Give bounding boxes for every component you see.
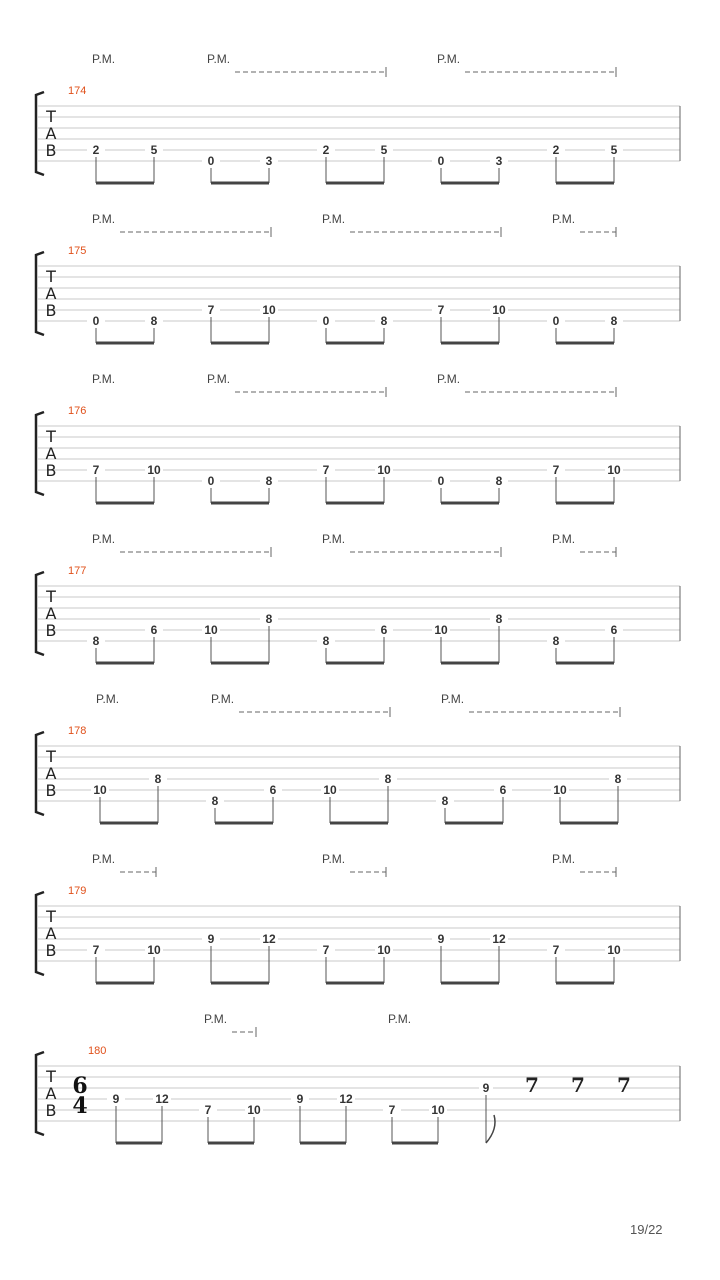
palm-mute-label: P.M.	[207, 372, 231, 386]
palm-mute-label: P.M.	[552, 212, 576, 226]
note-beam	[556, 982, 614, 985]
tab-clef-letter: T	[46, 1067, 56, 1086]
note-beam	[560, 822, 618, 825]
note-beam	[556, 182, 614, 185]
note-beam	[211, 662, 269, 665]
fret-number: 10	[492, 303, 506, 317]
tab-clef-letter: A	[45, 284, 57, 303]
fret-number: 8	[614, 772, 622, 786]
tab-clef-letter: A	[45, 124, 57, 143]
note-beam	[96, 182, 154, 185]
fret-number: 10	[431, 1103, 445, 1117]
note-beam	[441, 342, 499, 345]
fret-number: 7	[92, 943, 100, 957]
palm-mute-label: P.M.	[92, 372, 116, 386]
fret-number: 10	[553, 783, 567, 797]
fret-number: 8	[92, 634, 100, 648]
fret-number: 10	[204, 623, 218, 637]
fret-number: 9	[482, 1081, 490, 1095]
fret-number: 3	[495, 154, 503, 168]
fret-number: 5	[380, 143, 388, 157]
tab-clef-letter: B	[45, 621, 57, 640]
fret-number: 7	[388, 1103, 396, 1117]
tab-clef-letter: A	[45, 604, 57, 623]
tab-clef-letter: A	[45, 924, 57, 943]
fret-number: 0	[207, 474, 215, 488]
fret-number: 2	[92, 143, 100, 157]
measure-number: 176	[68, 405, 87, 417]
note-beam	[326, 182, 384, 185]
page-number: 19/22	[630, 1222, 663, 1237]
fret-number: 9	[207, 932, 215, 946]
fret-number: 0	[322, 314, 330, 328]
system-bracket	[36, 732, 44, 815]
system-bracket	[36, 412, 44, 495]
measure-number: 179	[68, 885, 87, 897]
system-bracket	[36, 1052, 44, 1135]
palm-mute-label: P.M.	[207, 52, 231, 66]
note-beam	[96, 502, 154, 505]
fret-number: 10	[434, 623, 448, 637]
eighth-rest: 7	[525, 1073, 539, 1097]
note-beam	[330, 822, 388, 825]
note-beam	[96, 982, 154, 985]
time-signature-denominator: 4	[72, 1093, 88, 1119]
fret-number: 10	[247, 1103, 261, 1117]
note-beam	[556, 502, 614, 505]
fret-number: 0	[552, 314, 560, 328]
measure-number: 174	[68, 85, 87, 97]
palm-mute-label: P.M.	[92, 212, 116, 226]
tab-clef-letter: T	[46, 427, 56, 446]
eighth-rest: 7	[617, 1073, 631, 1097]
palm-mute-label: P.M.	[322, 532, 346, 546]
measure-number: 180	[88, 1045, 107, 1057]
fret-number: 8	[211, 794, 219, 808]
note-beam	[208, 1142, 254, 1145]
fret-number: 10	[323, 783, 337, 797]
measure-number: 175	[68, 245, 87, 257]
fret-number: 10	[607, 943, 621, 957]
palm-mute-label: P.M.	[388, 1012, 412, 1026]
note-beam	[116, 1142, 162, 1145]
fret-number: 7	[92, 463, 100, 477]
system-bracket	[36, 572, 44, 655]
note-beam	[300, 1142, 346, 1145]
palm-mute-label: P.M.	[211, 692, 235, 706]
measure-number: 177	[68, 565, 87, 577]
fret-number: 6	[380, 623, 388, 637]
note-beam	[441, 662, 499, 665]
fret-number: 10	[262, 303, 276, 317]
fret-number: 6	[499, 783, 507, 797]
fret-number: 10	[147, 463, 161, 477]
system-bracket	[36, 252, 44, 335]
fret-number: 0	[92, 314, 100, 328]
fret-number: 8	[441, 794, 449, 808]
tab-clef-letter: A	[45, 444, 57, 463]
tab-clef-letter: T	[46, 587, 56, 606]
fret-number: 10	[377, 463, 391, 477]
fret-number: 7	[552, 463, 560, 477]
tab-clef-letter: B	[45, 941, 57, 960]
fret-number: 8	[495, 474, 503, 488]
tab-clef-letter: B	[45, 301, 57, 320]
note-beam	[441, 182, 499, 185]
palm-mute-label: P.M.	[92, 52, 116, 66]
note-beam	[326, 982, 384, 985]
fret-number: 0	[207, 154, 215, 168]
note-beam	[445, 822, 503, 825]
tab-clef-letter: T	[46, 267, 56, 286]
tab-clef-letter: T	[46, 107, 56, 126]
fret-number: 7	[437, 303, 445, 317]
palm-mute-label: P.M.	[552, 532, 576, 546]
fret-number: 7	[552, 943, 560, 957]
note-beam	[211, 342, 269, 345]
tab-clef-letter: T	[46, 907, 56, 926]
note-beam	[96, 662, 154, 665]
fret-number: 7	[207, 303, 215, 317]
fret-number: 10	[93, 783, 107, 797]
fret-number: 6	[150, 623, 158, 637]
fret-number: 8	[322, 634, 330, 648]
tab-clef-letter: B	[45, 461, 57, 480]
note-beam	[211, 502, 269, 505]
palm-mute-label: P.M.	[322, 852, 346, 866]
note-beam	[392, 1142, 438, 1145]
fret-number: 10	[147, 943, 161, 957]
fret-number: 8	[495, 612, 503, 626]
fret-number: 10	[377, 943, 391, 957]
note-beam	[441, 502, 499, 505]
note-beam	[215, 822, 273, 825]
fret-number: 12	[492, 932, 506, 946]
fret-number: 8	[552, 634, 560, 648]
fret-number: 7	[322, 943, 330, 957]
tab-clef-letter: A	[45, 1084, 57, 1103]
palm-mute-label: P.M.	[437, 372, 461, 386]
fret-number: 0	[437, 474, 445, 488]
fret-number: 9	[296, 1092, 304, 1106]
fret-number: 12	[155, 1092, 169, 1106]
fret-number: 8	[150, 314, 158, 328]
fret-number: 0	[437, 154, 445, 168]
fret-number: 3	[265, 154, 273, 168]
note-beam	[556, 662, 614, 665]
note-beam	[100, 822, 158, 825]
note-beam	[326, 342, 384, 345]
fret-number: 2	[322, 143, 330, 157]
fret-number: 5	[610, 143, 618, 157]
fret-number: 9	[112, 1092, 120, 1106]
eighth-rest: 7	[571, 1073, 585, 1097]
tab-clef-letter: B	[45, 1101, 57, 1120]
palm-mute-label: P.M.	[92, 532, 116, 546]
palm-mute-label: P.M.	[441, 692, 465, 706]
palm-mute-label: P.M.	[92, 852, 116, 866]
fret-number: 12	[339, 1092, 353, 1106]
system-bracket	[36, 892, 44, 975]
fret-number: 5	[150, 143, 158, 157]
fret-number: 8	[265, 474, 273, 488]
note-beam	[441, 982, 499, 985]
note-beam	[326, 502, 384, 505]
fret-number: 8	[610, 314, 618, 328]
tab-clef-letter: A	[45, 764, 57, 783]
fret-number: 8	[380, 314, 388, 328]
fret-number: 12	[262, 932, 276, 946]
palm-mute-label: P.M.	[437, 52, 461, 66]
fret-number: 6	[610, 623, 618, 637]
fret-number: 7	[204, 1103, 212, 1117]
note-beam	[211, 182, 269, 185]
note-flag	[486, 1115, 495, 1143]
note-beam	[556, 342, 614, 345]
system-bracket	[36, 92, 44, 175]
fret-number: 9	[437, 932, 445, 946]
tab-clef-letter: B	[45, 781, 57, 800]
note-beam	[326, 662, 384, 665]
fret-number: 2	[552, 143, 560, 157]
fret-number: 8	[384, 772, 392, 786]
time-signature-numerator: 6	[72, 1073, 88, 1099]
note-beam	[96, 342, 154, 345]
tab-clef-letter: B	[45, 141, 57, 160]
palm-mute-label: P.M.	[322, 212, 346, 226]
fret-number: 8	[265, 612, 273, 626]
fret-number: 7	[322, 463, 330, 477]
measure-number: 178	[68, 725, 87, 737]
note-beam	[211, 982, 269, 985]
fret-number: 10	[607, 463, 621, 477]
fret-number: 6	[269, 783, 277, 797]
palm-mute-label: P.M.	[552, 852, 576, 866]
palm-mute-label: P.M.	[96, 692, 120, 706]
fret-number: 8	[154, 772, 162, 786]
tab-clef-letter: T	[46, 747, 56, 766]
palm-mute-label: P.M.	[204, 1012, 228, 1026]
